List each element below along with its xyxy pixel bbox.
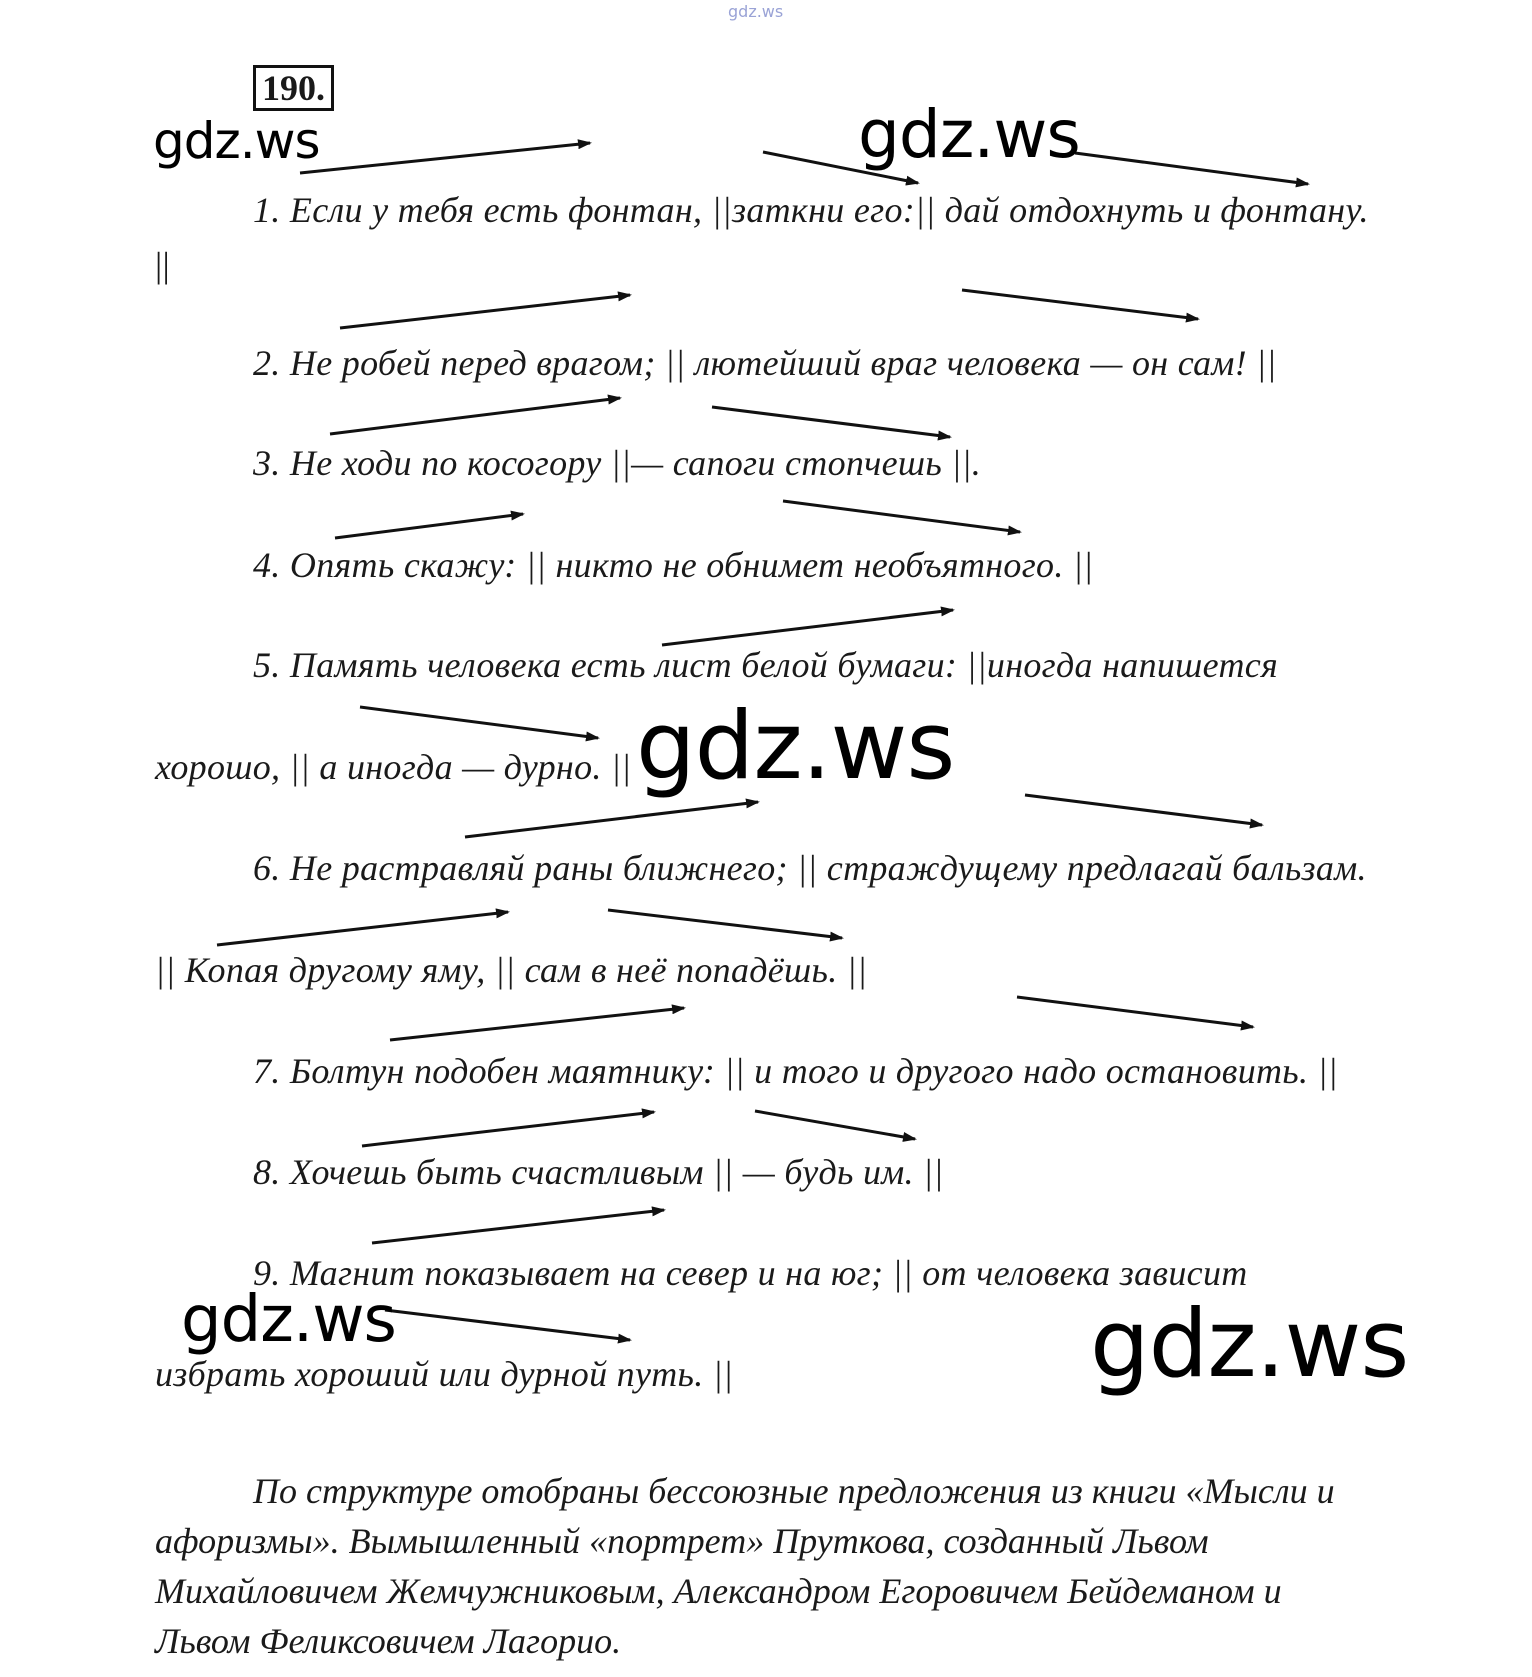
commentary-line: По структуре отобраны бессоюзные предложения из книги «Мысли и — [253, 1471, 1335, 1511]
sentence-4: 4. Опять скажу: || никто не обнимет необъятного. || — [253, 545, 1094, 585]
sentence-9-cont: избрать хороший или дурной путь. || — [155, 1354, 734, 1394]
arrow-8b — [755, 1111, 915, 1139]
top-watermark: gdz.ws — [728, 2, 784, 21]
arrow-4a — [335, 514, 523, 538]
commentary-line: афоризмы». Вымышленный «портрет» Пруткова, созданный Львом — [155, 1521, 1209, 1561]
arrow-2a — [340, 295, 630, 328]
sentence-8: 8. Хочешь быть счастливым || — будь им. || — [253, 1152, 944, 1192]
sentence-1: 1. Если у тебя есть фонтан, ||заткни его:|| дай отдохнуть и фонтану. — [253, 190, 1369, 230]
watermark-bottom-right: gdz.ws — [1090, 1290, 1409, 1399]
arrow-6c — [217, 912, 508, 945]
arrow-2b — [962, 290, 1198, 319]
arrow-4b — [783, 501, 1020, 532]
arrow-1a — [300, 143, 590, 173]
sentence-9: 9. Магнит показывает на север и на юг; || от человека зависит — [253, 1253, 1248, 1293]
sentence-7: 7. Болтун подобен маятнику: || и того и другого надо остановить. || — [253, 1051, 1338, 1091]
arrow-6d — [608, 910, 842, 938]
arrow-7b — [1017, 997, 1253, 1027]
sentence-5: 5. Память человека есть лист белой бумаги: ||иногда напишется — [253, 645, 1279, 685]
commentary-line: Михайловичем Жемчужниковым, Александром Егоровичем Бейдеманом и — [155, 1571, 1282, 1611]
arrow-8a — [362, 1112, 654, 1146]
watermark-center: gdz.ws — [636, 692, 955, 801]
arrow-1c — [1075, 153, 1308, 184]
sentence-6: 6. Не растравляй раны ближнего; || страждущему предлагай бальзам. — [253, 848, 1367, 888]
commentary-paragraph — [155, 1466, 1415, 1666]
sentence-1-tail: || — [155, 245, 171, 285]
arrow-6b — [1025, 795, 1262, 825]
arrow-3b — [712, 407, 950, 437]
arrow-6a — [465, 802, 758, 837]
sentence-3: 3. Не ходи по косогору ||— сапоги стопчешь ||. — [253, 443, 982, 483]
commentary-line: Львом Феликсовичем Лагорио. — [155, 1621, 622, 1661]
watermark-top-left: gdz.ws — [153, 112, 320, 170]
sentence-6-cont: || Копая другому яму, || сам в неё попадёшь. || — [155, 950, 868, 990]
arrow-3a — [330, 398, 620, 434]
arrow-9a — [372, 1210, 664, 1243]
arrow-5a — [662, 610, 953, 645]
task-number: 190. — [253, 65, 334, 111]
arrow-7a — [390, 1008, 684, 1040]
sentence-5-cont: хорошо, || а иногда — дурно. || — [155, 747, 632, 787]
sentence-2: 2. Не робей перед врагом; || лютейший враг человека — он сам! || — [253, 343, 1277, 383]
arrow-9b — [385, 1310, 630, 1340]
arrow-5b — [360, 707, 598, 738]
watermark-bottom-left: gdz.ws — [181, 1283, 396, 1357]
watermark-top-center: gdz.ws — [858, 96, 1080, 173]
